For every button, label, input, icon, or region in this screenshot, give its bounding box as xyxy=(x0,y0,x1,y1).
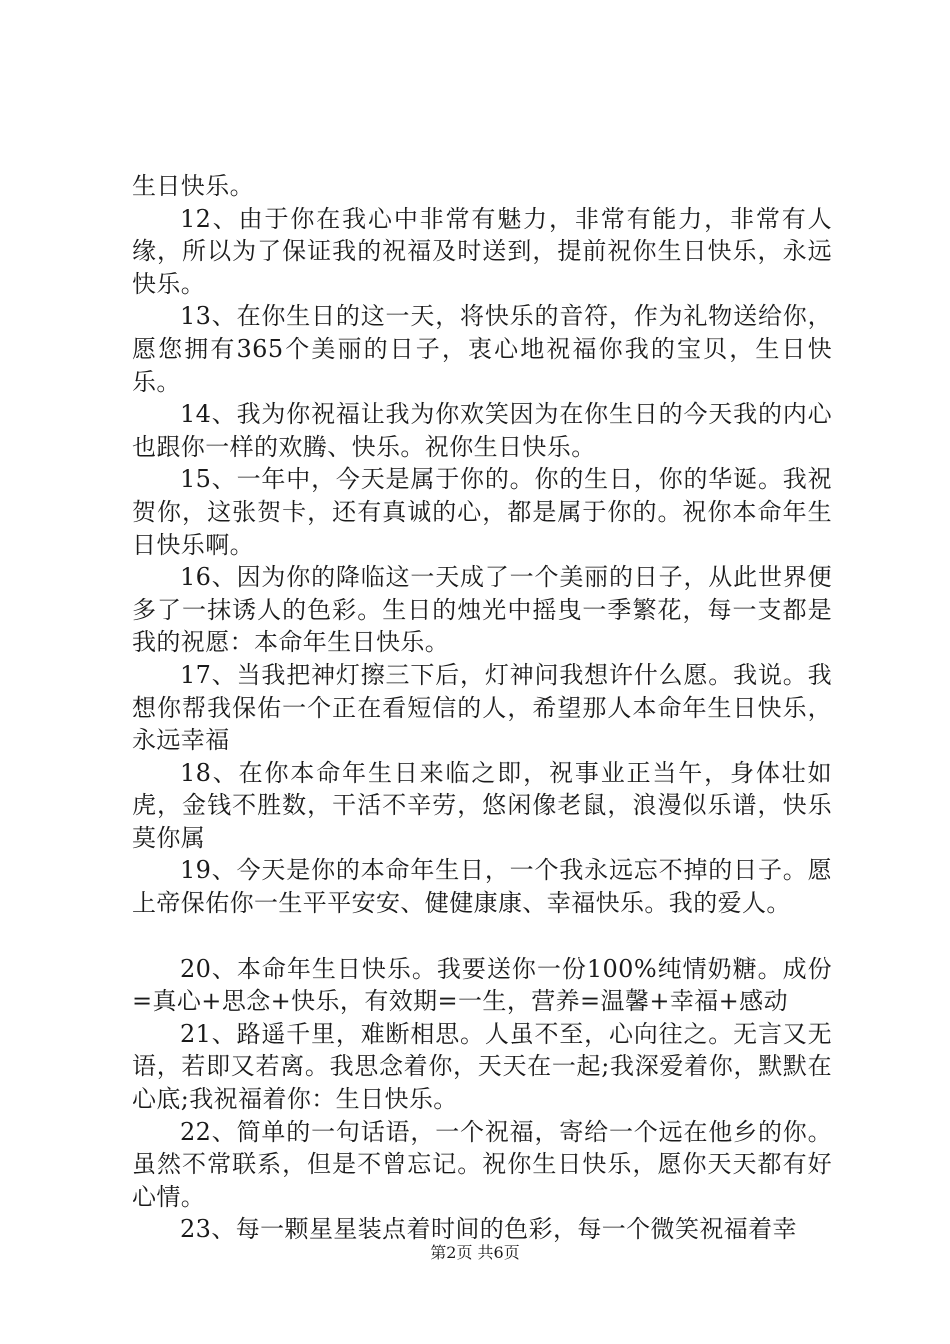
document-text xyxy=(132,170,832,1246)
paragraph-19: 19、今天是你的本命年生日，一个我永远忘不掉的日子。愿上帝保佑你一生平平安安、健健康康、幸福快乐。我的爱人。 xyxy=(132,856,832,918)
paragraph-15: 15、一年中，今天是属于你的。你的生日，你的华诞。我祝贺你，这张贺卡，还有真诚的心，都是属于你的。祝你本命年生日快乐啊。 xyxy=(132,465,832,559)
paragraph-13: 13、在你生日的这一天，将快乐的音符，作为礼物送给你，愿您拥有365个美丽的日子，衷心地祝福你我的宝贝，生日快乐。 xyxy=(132,302,832,396)
paragraph-17: 17、当我把神灯擦三下后，灯神问我想许什么愿。我说。我想你帮我保佑一个正在看短信的人，希望那人本命年生日快乐，永远幸福 xyxy=(132,660,832,755)
paragraph-20: 20、本命年生日快乐。我要送你一份100%纯情奶糖。成份=真心+思念+快乐，有效期=一生，营养=温馨+幸福+感动 xyxy=(132,954,832,1016)
paragraph-22: 22、简单的一句话语，一个祝福，寄给一个远在他乡的你。虽然不常联系，但是不曾忘记。祝你生日快乐，愿你天天都有好心情。 xyxy=(132,1117,832,1211)
paragraph-12: 12、由于你在我心中非常有魅力，非常有能力，非常有人缘，所以为了保证我的祝福及时送到，提前祝你生日快乐，永远快乐。 xyxy=(132,204,832,298)
paragraph-16: 16、因为你的降临这一天成了一个美丽的日子，从此世界便多了一抹诱人的色彩。生日的烛光中摇曳一季繁花，每一支都是我的祝愿：本命年生日快乐。 xyxy=(132,563,832,657)
paragraph-14: 14、我为你祝福让我为你欢笑因为在你生日的今天我的内心也跟你一样的欢腾、快乐。祝你生日快乐。 xyxy=(132,400,832,461)
paragraph-21: 21、路遥千里，难断相思。人虽不至，心向往之。无言又无语，若即又若离。我思念着你，天天在一起;我深爱着你，默默在心底;我祝福着你：生日快乐。 xyxy=(132,1019,832,1114)
page-number-label: 第2页 共6页 xyxy=(430,1243,520,1262)
paragraph-23: 23、每一颗星星装点着时间的色彩，每一个微笑祝福着幸 xyxy=(180,1215,797,1244)
paragraph-18: 18、在你本命年生日来临之即，祝事业正当午，身体壮如虎，金钱不胜数，干活不辛劳，悠闲像老鼠，浪漫似乐谱，快乐莫你属 xyxy=(132,758,832,852)
paragraph-continuation: 生日快乐。 xyxy=(132,172,254,200)
page-footer xyxy=(0,1243,950,1263)
